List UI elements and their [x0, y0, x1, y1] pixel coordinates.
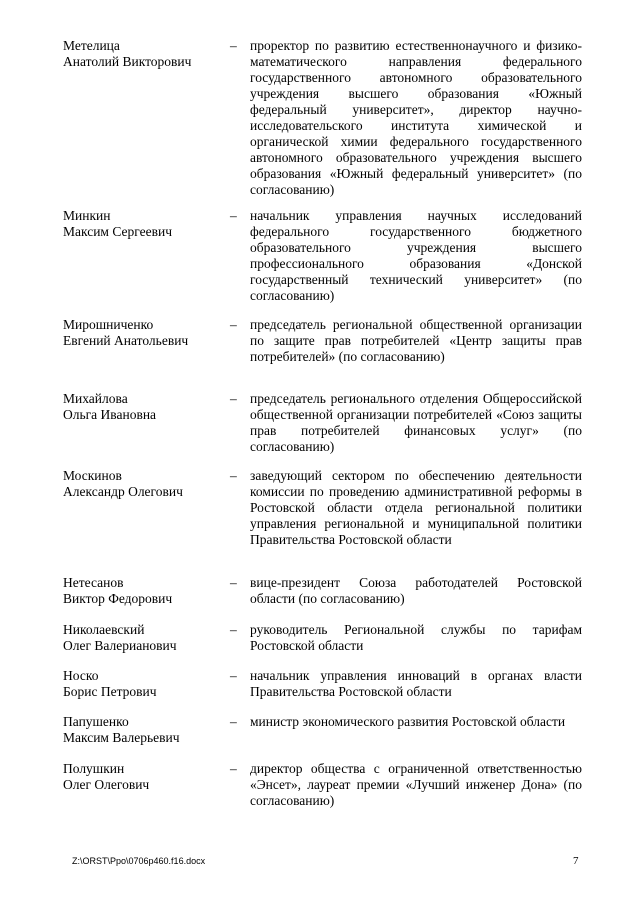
member-first-names: Максим Валерьевич: [63, 730, 180, 745]
member-last-name: Минкин: [63, 208, 111, 223]
member-description: начальник управления инноваций в органах власти Правительства Ростовской области: [250, 668, 582, 699]
member-name: [63, 317, 223, 349]
member-first-names: Максим Сергеевич: [63, 224, 172, 239]
member-name: [63, 622, 223, 654]
dash-separator: –: [230, 38, 237, 53]
footer-file-path: Z:\ORST\Ppo\0706p460.f16.docx: [72, 856, 206, 866]
dash-separator: –: [230, 468, 237, 483]
member-description: вице-президент Союза работодателей Ростовской области (по согласованию): [250, 575, 582, 606]
member-last-name: Москинов: [63, 468, 122, 483]
member-description: директор общества с ограниченной ответственностью «Энсет», лауреат премии «Лучший инженер Дона» (по согласованию): [250, 761, 582, 808]
member-description: заведующий сектором по обеспечению деятельности комиссии по проведению административной реформы в Ростовской области отдела региональной политики управления региональной и муниципальной политики Правительства Ростовской области: [250, 468, 582, 547]
member-first-names: Анатолий Викторович: [63, 54, 192, 69]
member-description: министр экономического развития Ростовской области: [250, 714, 566, 729]
dash-separator: –: [230, 761, 237, 776]
dash-separator: –: [230, 391, 237, 406]
member-name: [63, 468, 223, 500]
member-first-names: Виктор Федорович: [63, 591, 173, 606]
member-name: [63, 668, 223, 700]
dash-separator: –: [230, 208, 237, 223]
member-last-name: Метелица: [63, 38, 120, 53]
member-last-name: Михайлова: [63, 391, 128, 406]
member-name: [63, 761, 223, 793]
page-number: 7: [573, 855, 579, 867]
member-description: руководитель Региональной службы по тарифам Ростовской области: [250, 622, 582, 653]
member-last-name: Николаевский: [63, 622, 145, 637]
member-first-names: Борис Петрович: [63, 684, 157, 699]
dash-separator: –: [230, 668, 237, 683]
member-first-names: Олег Валерианович: [63, 638, 177, 653]
member-first-names: Александр Олегович: [63, 484, 183, 499]
member-name: [63, 714, 223, 746]
member-description: проректор по развитию естественнонаучного и физико-математического направления федерального государственного автономного образовательного учреждения высшего образования «Южный федеральный университет», директор научно-исследовательского института химической и органической химии федерального государственного автономного образовательного учреждения высшего образования «Южный федеральный университет» (по согласованию): [250, 38, 582, 197]
member-first-names: Олег Олегович: [63, 777, 150, 792]
member-first-names: Ольга Ивановна: [63, 407, 157, 422]
member-last-name: Мирошниченко: [63, 317, 154, 332]
dash-separator: –: [230, 317, 237, 332]
member-last-name: Нетесанов: [63, 575, 124, 590]
member-last-name: Полушкин: [63, 761, 125, 776]
dash-separator: –: [230, 622, 237, 637]
member-name: [63, 575, 223, 607]
member-description: председатель региональной общественной организации по защите прав потребителей «Центр защиты прав потребителей» (по согласованию): [250, 317, 582, 364]
member-description: председатель регионального отделения Общероссийской общественной организации потребителей «Союз защиты прав потребителей финансовых услуг» (по согласованию): [250, 391, 582, 454]
member-first-names: Евгений Анатольевич: [63, 333, 189, 348]
member-name: [63, 391, 223, 423]
member-description: начальник управления научных исследований федерального государственного бюджетного образовательного учреждения высшего профессионального образования «Донской государственный технический университет» (по согласованию): [250, 208, 582, 303]
member-last-name: Носко: [63, 668, 99, 683]
member-name: [63, 38, 223, 70]
dash-separator: –: [230, 575, 237, 590]
member-name: [63, 208, 223, 240]
member-last-name: Папушенко: [63, 714, 129, 729]
dash-separator: –: [230, 714, 237, 729]
